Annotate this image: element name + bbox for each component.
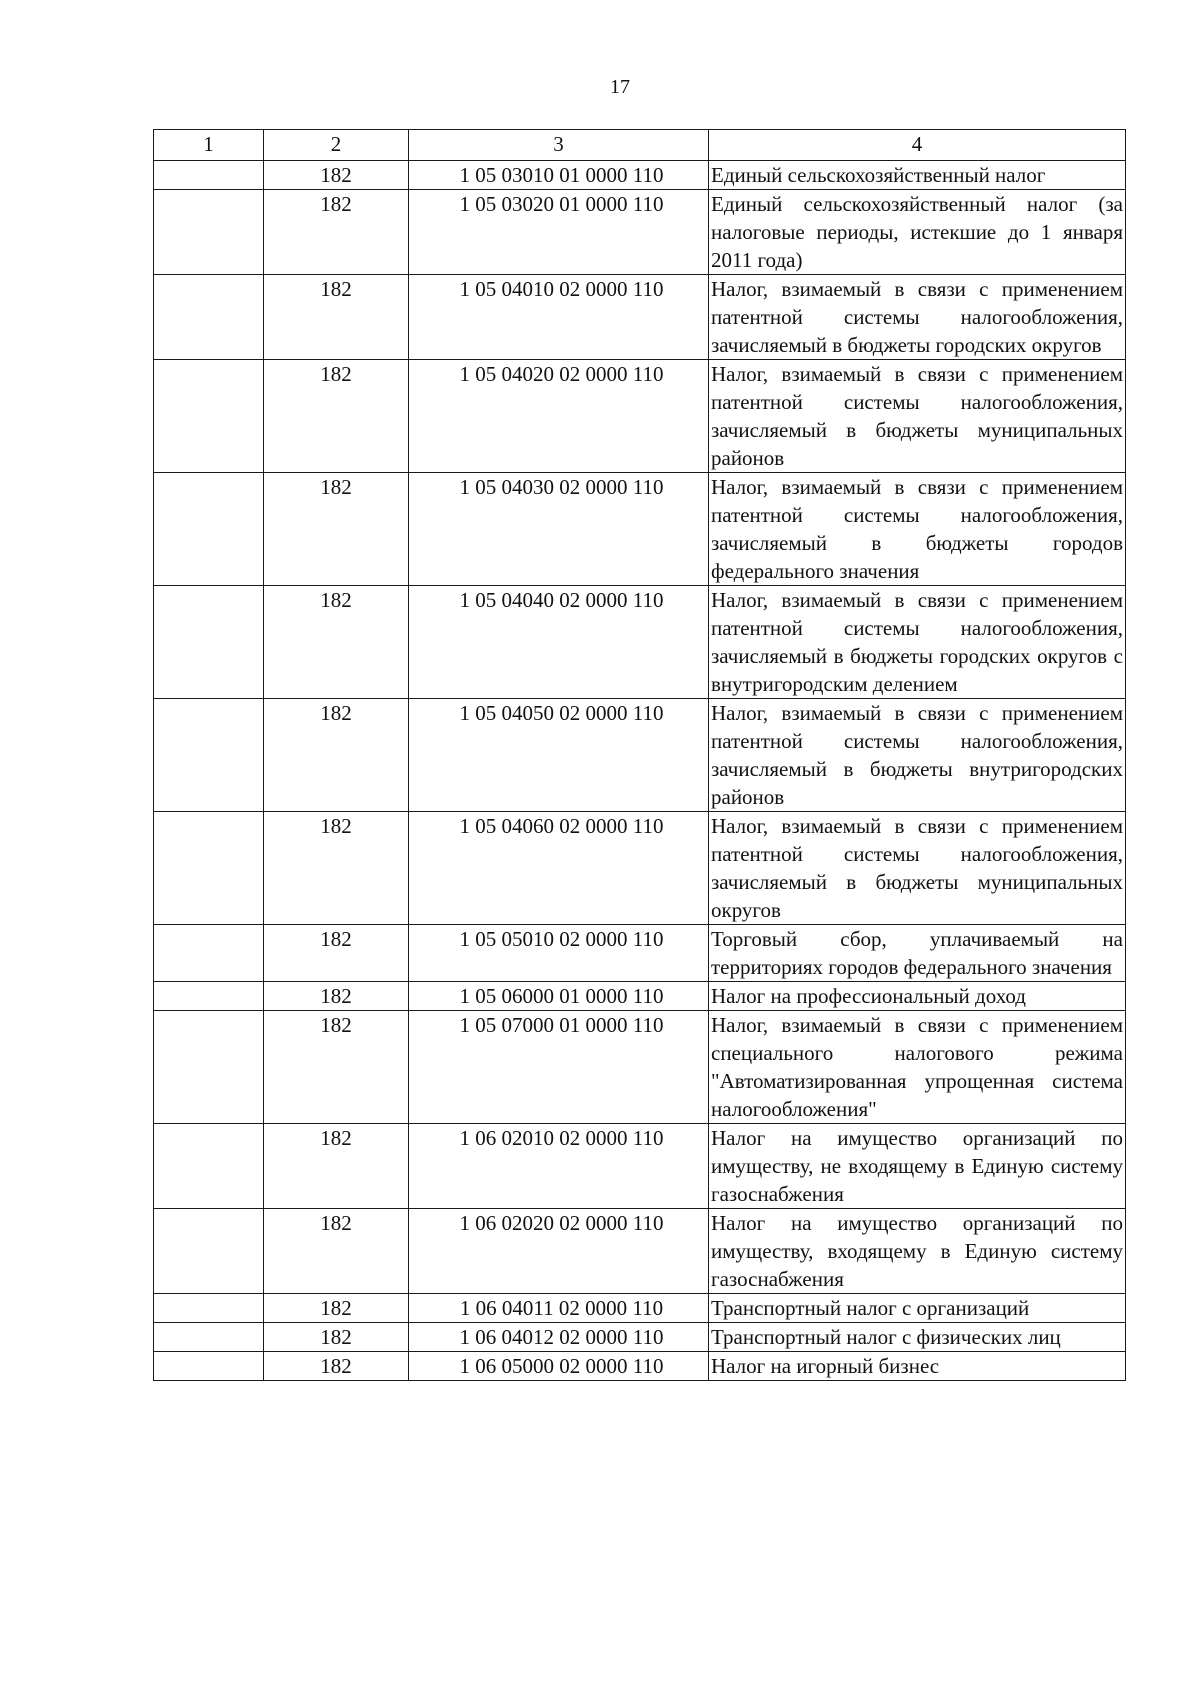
page-number: 17 — [610, 76, 630, 98]
revenue-name-cell: Налог, взимаемый в связи с применением специального налогового режима "Автоматизированная упрощенная система налогообложения" — [709, 1011, 1126, 1124]
budget-code-cell: 1 05 04060 02 0000 110 — [409, 812, 709, 925]
table-header-row — [154, 130, 1126, 161]
row-number-cell — [154, 812, 264, 925]
row-number-cell — [154, 1323, 264, 1352]
row-number-cell — [154, 925, 264, 982]
table-row — [154, 1294, 1126, 1323]
budget-code-cell: 1 06 04012 02 0000 110 — [409, 1323, 709, 1352]
revenue-name-cell: Торговый сбор, уплачиваемый на территориях городов федерального значения — [709, 925, 1126, 982]
budget-code-cell: 1 05 04050 02 0000 110 — [409, 699, 709, 812]
revenue-name-cell: Налог на игорный бизнес — [709, 1352, 1126, 1381]
budget-code-cell: 1 05 04040 02 0000 110 — [409, 586, 709, 699]
admin-code-cell: 182 — [264, 161, 409, 190]
admin-code-cell: 182 — [264, 1124, 409, 1209]
budget-code-cell: 1 05 07000 01 0000 110 — [409, 1011, 709, 1124]
budget-code-cell: 1 05 04030 02 0000 110 — [409, 473, 709, 586]
table-row — [154, 360, 1126, 473]
row-number-cell — [154, 473, 264, 586]
row-number-cell — [154, 1124, 264, 1209]
table-body — [154, 130, 1126, 1381]
row-number-cell — [154, 360, 264, 473]
admin-code-cell: 182 — [264, 812, 409, 925]
revenue-name-cell: Транспортный налог с физических лиц — [709, 1323, 1126, 1352]
row-number-cell — [154, 982, 264, 1011]
revenue-name-cell: Налог, взимаемый в связи с применением патентной системы налогообложения, зачисляемый в бюджеты муниципальных районов — [709, 360, 1126, 473]
revenue-name-cell: Налог, взимаемый в связи с применением патентной системы налогообложения, зачисляемый в бюджеты внутригородских районов — [709, 699, 1126, 812]
row-number-cell — [154, 190, 264, 275]
table-row — [154, 1209, 1126, 1294]
table-row — [154, 473, 1126, 586]
revenue-name-cell: Налог на имущество организаций по имуществу, не входящему в Единую систему газоснабжения — [709, 1124, 1126, 1209]
budget-code-cell: 1 06 02020 02 0000 110 — [409, 1209, 709, 1294]
row-number-cell — [154, 275, 264, 360]
table-row — [154, 925, 1126, 982]
revenue-name-cell: Транспортный налог с организаций — [709, 1294, 1126, 1323]
revenue-name-cell: Налог на профессиональный доход — [709, 982, 1126, 1011]
budget-code-cell: 1 06 05000 02 0000 110 — [409, 1352, 709, 1381]
table-row — [154, 275, 1126, 360]
admin-code-cell: 182 — [264, 275, 409, 360]
header-cell-1: 1 — [154, 130, 264, 161]
table-row — [154, 982, 1126, 1011]
table-row — [154, 699, 1126, 812]
row-number-cell — [154, 161, 264, 190]
admin-code-cell: 182 — [264, 586, 409, 699]
revenue-name-cell: Налог на имущество организаций по имуществу, входящему в Единую систему газоснабжения — [709, 1209, 1126, 1294]
budget-code-cell: 1 05 03010 01 0000 110 — [409, 161, 709, 190]
table-row — [154, 190, 1126, 275]
table-row — [154, 1352, 1126, 1381]
admin-code-cell: 182 — [264, 1011, 409, 1124]
admin-code-cell: 182 — [264, 190, 409, 275]
admin-code-cell: 182 — [264, 982, 409, 1011]
row-number-cell — [154, 586, 264, 699]
revenue-codes-table — [153, 129, 1126, 1381]
table-row — [154, 1011, 1126, 1124]
admin-code-cell: 182 — [264, 1209, 409, 1294]
admin-code-cell: 182 — [264, 1294, 409, 1323]
budget-code-cell: 1 06 02010 02 0000 110 — [409, 1124, 709, 1209]
table-row — [154, 812, 1126, 925]
admin-code-cell: 182 — [264, 1352, 409, 1381]
table-row — [154, 586, 1126, 699]
row-number-cell — [154, 1352, 264, 1381]
table-row — [154, 1323, 1126, 1352]
header-cell-3: 3 — [409, 130, 709, 161]
row-number-cell — [154, 1209, 264, 1294]
admin-code-cell: 182 — [264, 360, 409, 473]
budget-code-cell: 1 06 04011 02 0000 110 — [409, 1294, 709, 1323]
admin-code-cell: 182 — [264, 699, 409, 812]
revenue-name-cell: Налог, взимаемый в связи с применением патентной системы налогообложения, зачисляемый в бюджеты городов федерального значения — [709, 473, 1126, 586]
admin-code-cell: 182 — [264, 925, 409, 982]
admin-code-cell: 182 — [264, 1323, 409, 1352]
revenue-name-cell: Единый сельскохозяйственный налог — [709, 161, 1126, 190]
revenue-name-cell: Налог, взимаемый в связи с применением патентной системы налогообложения, зачисляемый в бюджеты городских округов — [709, 275, 1126, 360]
budget-code-cell: 1 05 06000 01 0000 110 — [409, 982, 709, 1011]
budget-code-cell: 1 05 04020 02 0000 110 — [409, 360, 709, 473]
row-number-cell — [154, 1294, 264, 1323]
revenue-name-cell: Налог, взимаемый в связи с применением патентной системы налогообложения, зачисляемый в бюджеты муниципальных округов — [709, 812, 1126, 925]
revenue-name-cell: Налог, взимаемый в связи с применением патентной системы налогообложения, зачисляемый в бюджеты городских округов с внутригородским делением — [709, 586, 1126, 699]
row-number-cell — [154, 1011, 264, 1124]
header-cell-4: 4 — [709, 130, 1126, 161]
revenue-name-cell: Единый сельскохозяйственный налог (за налоговые периоды, истекшие до 1 января 2011 года) — [709, 190, 1126, 275]
row-number-cell — [154, 699, 264, 812]
budget-code-cell: 1 05 05010 02 0000 110 — [409, 925, 709, 982]
budget-code-cell: 1 05 03020 01 0000 110 — [409, 190, 709, 275]
header-cell-2: 2 — [264, 130, 409, 161]
table-row — [154, 161, 1126, 190]
budget-code-cell: 1 05 04010 02 0000 110 — [409, 275, 709, 360]
table-row — [154, 1124, 1126, 1209]
admin-code-cell: 182 — [264, 473, 409, 586]
